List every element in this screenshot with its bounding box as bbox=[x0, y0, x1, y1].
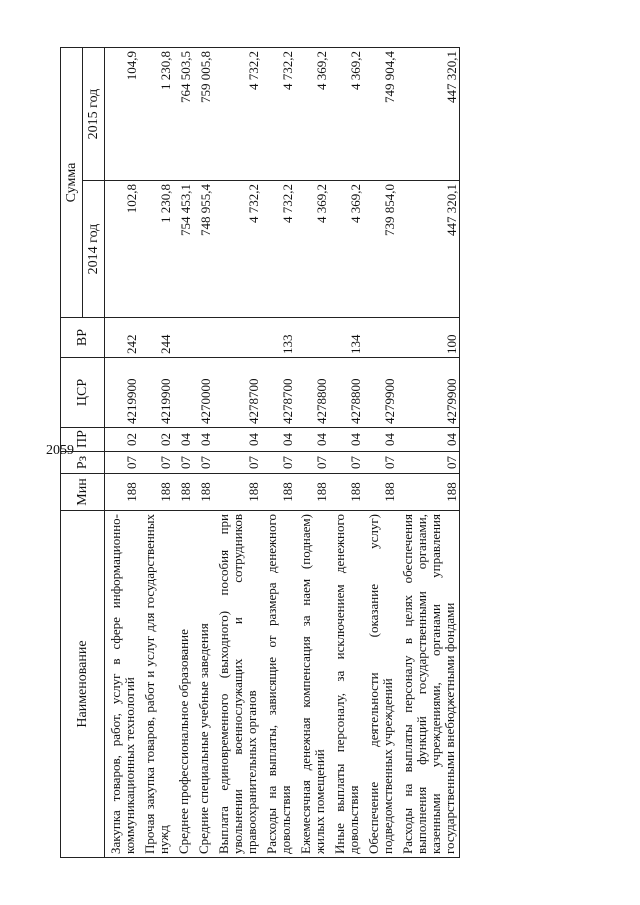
row-min: 188 bbox=[213, 474, 261, 511]
row-sum-2015: 447 320,1 bbox=[397, 48, 460, 181]
row-name: Средние специальные учебные заведения bbox=[193, 511, 213, 858]
row-sum-2014: 447 320,1 bbox=[397, 181, 460, 318]
row-name: Иные выплаты персоналу, за исключением денежного довольствия bbox=[329, 511, 363, 858]
header-csr: ЦСР bbox=[61, 358, 105, 428]
header-rz: Рз bbox=[61, 452, 105, 474]
table-row bbox=[363, 48, 397, 858]
row-pr: 04 bbox=[363, 428, 397, 452]
row-sum-2015: 104,9 bbox=[105, 48, 140, 181]
budget-table-sheet bbox=[60, 48, 548, 858]
row-sum-2014: 102,8 bbox=[105, 181, 140, 318]
row-vr: 134 bbox=[329, 318, 363, 358]
table-row bbox=[261, 48, 295, 858]
row-vr: 133 bbox=[261, 318, 295, 358]
table-row bbox=[193, 48, 213, 858]
table-row bbox=[173, 48, 193, 858]
row-csr: 4279900 bbox=[397, 358, 460, 428]
row-sum-2015: 759 005,8 bbox=[193, 48, 213, 181]
row-pr: 04 bbox=[295, 428, 329, 452]
table-row bbox=[397, 48, 460, 858]
row-pr: 04 bbox=[193, 428, 213, 452]
row-pr: 04 bbox=[173, 428, 193, 452]
row-rz: 07 bbox=[213, 452, 261, 474]
row-min: 188 bbox=[397, 474, 460, 511]
row-csr: 4219900 bbox=[105, 358, 140, 428]
row-vr: 242 bbox=[105, 318, 140, 358]
row-min: 188 bbox=[363, 474, 397, 511]
row-csr: 4219900 bbox=[139, 358, 173, 428]
table-row bbox=[105, 48, 140, 858]
row-pr: 04 bbox=[397, 428, 460, 452]
row-sum-2014: 4 369,2 bbox=[329, 181, 363, 318]
row-min: 188 bbox=[295, 474, 329, 511]
row-rz: 07 bbox=[397, 452, 460, 474]
row-min: 188 bbox=[193, 474, 213, 511]
row-min: 188 bbox=[105, 474, 140, 511]
row-csr: 4278700 bbox=[213, 358, 261, 428]
row-vr bbox=[213, 318, 261, 358]
row-min: 188 bbox=[173, 474, 193, 511]
page-number: 2059 bbox=[46, 443, 74, 458]
row-sum-2014: 748 955,4 bbox=[193, 181, 213, 318]
row-rz: 07 bbox=[139, 452, 173, 474]
row-sum-2014: 754 453,1 bbox=[173, 181, 193, 318]
row-sum-2015: 4 732,2 bbox=[213, 48, 261, 181]
row-vr bbox=[173, 318, 193, 358]
row-pr: 02 bbox=[105, 428, 140, 452]
row-min: 188 bbox=[329, 474, 363, 511]
row-sum-2015: 749 904,4 bbox=[363, 48, 397, 181]
row-min: 188 bbox=[139, 474, 173, 511]
row-name: Ежемесячная денежная компенсация за наем (поднаем) жилых помещений bbox=[295, 511, 329, 858]
table-row bbox=[139, 48, 173, 858]
row-csr: 4278700 bbox=[261, 358, 295, 428]
header-sum: Сумма bbox=[61, 48, 83, 318]
row-rz: 07 bbox=[173, 452, 193, 474]
row-name: Обеспечение деятельности (оказание услуг) подведомственных учреждений bbox=[363, 511, 397, 858]
table-row bbox=[329, 48, 363, 858]
row-min: 188 bbox=[261, 474, 295, 511]
row-name: Закупка товаров, работ, услуг в сфере информационно-коммуникационных технологий bbox=[105, 511, 140, 858]
row-name: Среднее профессиональное образование bbox=[173, 511, 193, 858]
row-name: Расходы на выплаты, зависящие от размера денежного довольствия bbox=[261, 511, 295, 858]
row-sum-2015: 4 732,2 bbox=[261, 48, 295, 181]
row-rz: 07 bbox=[295, 452, 329, 474]
row-sum-2014: 739 854,0 bbox=[363, 181, 397, 318]
header-year-2014: 2014 год bbox=[83, 181, 105, 318]
row-name: Выплата единовременного (выходного) пособия при увольнении военнослужащих и сотрудников правоохранительных органов bbox=[213, 511, 261, 858]
row-rz: 07 bbox=[261, 452, 295, 474]
row-rz: 07 bbox=[329, 452, 363, 474]
header-pr: ПР bbox=[61, 428, 105, 452]
row-csr: 4278800 bbox=[329, 358, 363, 428]
row-sum-2015: 4 369,2 bbox=[329, 48, 363, 181]
table-row bbox=[213, 48, 261, 858]
row-rz: 07 bbox=[363, 452, 397, 474]
row-sum-2014: 4 732,2 bbox=[261, 181, 295, 318]
row-vr bbox=[295, 318, 329, 358]
row-csr: 4279900 bbox=[363, 358, 397, 428]
row-csr: 4270000 bbox=[193, 358, 213, 428]
header-min: Мин bbox=[61, 474, 105, 511]
row-sum-2015: 1 230,8 bbox=[139, 48, 173, 181]
row-csr: 4278800 bbox=[295, 358, 329, 428]
row-pr: 04 bbox=[213, 428, 261, 452]
table-row bbox=[295, 48, 329, 858]
row-sum-2015: 4 369,2 bbox=[295, 48, 329, 181]
row-sum-2014: 4 732,2 bbox=[213, 181, 261, 318]
row-rz: 07 bbox=[105, 452, 140, 474]
row-sum-2014: 1 230,8 bbox=[139, 181, 173, 318]
budget-table bbox=[60, 47, 460, 858]
row-csr bbox=[173, 358, 193, 428]
row-rz: 07 bbox=[193, 452, 213, 474]
row-sum-2014: 4 369,2 bbox=[295, 181, 329, 318]
header-name: Наименование bbox=[61, 511, 105, 858]
row-vr: 244 bbox=[139, 318, 173, 358]
row-pr: 04 bbox=[261, 428, 295, 452]
row-name: Расходы на выплаты персоналу в целях обеспечения выполнения функций государственными органами, казенными учреждениями, органами управления государственными внебюджетными фондами bbox=[397, 511, 460, 858]
row-vr bbox=[363, 318, 397, 358]
row-sum-2015: 764 503,5 bbox=[173, 48, 193, 181]
header-vr: ВР bbox=[61, 318, 105, 358]
header-year-2015: 2015 год bbox=[83, 48, 105, 181]
row-vr: 100 bbox=[397, 318, 460, 358]
row-vr bbox=[193, 318, 213, 358]
row-pr: 04 bbox=[329, 428, 363, 452]
row-pr: 02 bbox=[139, 428, 173, 452]
row-name: Прочая закупка товаров, работ и услуг для государственных нужд bbox=[139, 511, 173, 858]
